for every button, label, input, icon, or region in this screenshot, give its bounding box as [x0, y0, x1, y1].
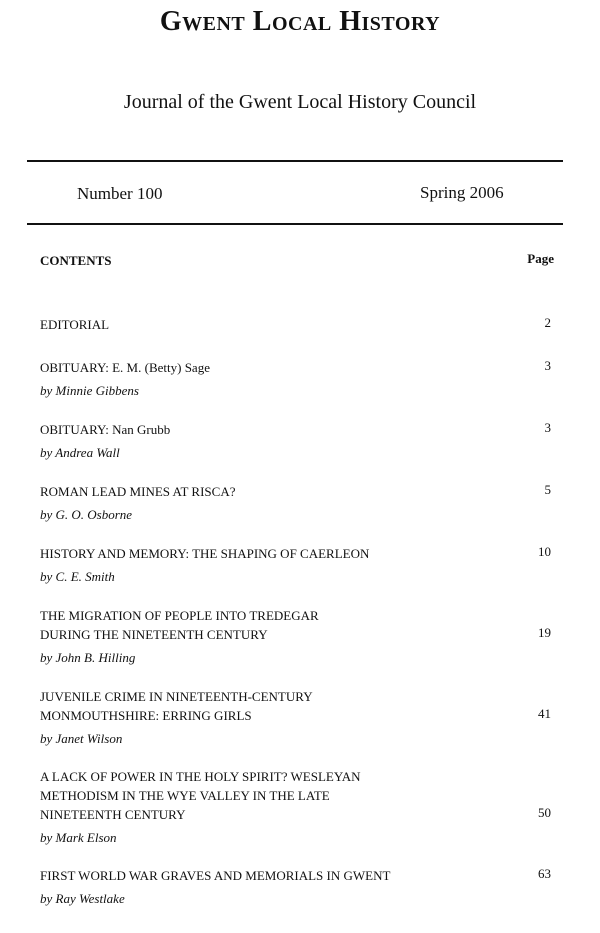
contents-entry-history-and-memory	[40, 544, 560, 585]
entry-author: by G. O. Osborne	[40, 507, 133, 522]
contents-entry-juvenile-crime	[40, 687, 560, 747]
journal-subtitle: Journal of the Gwent Local History Council	[123, 91, 477, 113]
entry-title	[40, 767, 510, 824]
bottom-divider	[27, 223, 563, 225]
entry-page-number: 50	[538, 805, 551, 820]
entry-title-line: EDITORIAL	[40, 317, 110, 332]
entry-author: by Janet Wilson	[40, 731, 123, 746]
entry-title	[40, 482, 510, 501]
contents-entry-obituary-grubb	[40, 420, 560, 461]
entry-author: by Mark Elson	[40, 830, 117, 845]
entry-page-number: 63	[538, 866, 551, 881]
entry-title-line: METHODISM IN THE WYE VALLEY IN THE LATE	[40, 788, 330, 803]
entry-title-line: DURING THE NINETEENTH CENTURY	[40, 627, 268, 642]
issue-season: Spring 2006	[420, 183, 504, 202]
entry-page-number: 2	[544, 315, 551, 330]
entry-title	[40, 606, 510, 644]
entry-title-line: THE MIGRATION OF PEOPLE INTO TREDEGAR	[40, 608, 319, 623]
entry-page-number: 5	[544, 482, 551, 497]
journal-title: Gwent Local History	[159, 6, 441, 37]
page-column-heading: Page	[527, 251, 554, 266]
entry-author: by Minnie Gibbens	[40, 383, 139, 398]
entry-page-number: 41	[538, 706, 551, 721]
entry-title	[40, 420, 510, 439]
entry-page-number: 3	[544, 420, 551, 435]
contents-entry-war-graves	[40, 866, 560, 907]
issue-number: Number 100	[77, 184, 163, 203]
entry-page-number: 3	[544, 358, 551, 373]
entry-title-line: A LACK OF POWER IN THE HOLY SPIRIT? WESLEYAN	[40, 769, 361, 784]
contents-entry-wesleyan-methodism	[40, 767, 560, 846]
entry-page-number: 10	[538, 544, 551, 559]
entry-page-number: 19	[538, 625, 551, 640]
contents-entry-editorial	[40, 315, 560, 334]
entry-title-line: FIRST WORLD WAR GRAVES AND MEMORIALS IN GWENT	[40, 868, 391, 883]
contents-entry-migration-tredegar	[40, 606, 560, 666]
entry-title-line: JUVENILE CRIME IN NINETEENTH-CENTURY	[40, 689, 313, 704]
entry-title-line: NINETEENTH CENTURY	[40, 807, 186, 822]
entry-title	[40, 866, 510, 885]
entry-title	[40, 358, 510, 377]
entry-title-line: HISTORY AND MEMORY: THE SHAPING OF CAERLEON	[40, 546, 370, 561]
entry-title	[40, 315, 510, 334]
entry-title	[40, 544, 510, 563]
entry-author: by C. E. Smith	[40, 569, 115, 584]
entry-title	[40, 687, 510, 725]
contents-entry-roman-lead-mines	[40, 482, 560, 523]
top-divider	[27, 160, 563, 162]
entry-author: by Andrea Wall	[40, 445, 120, 460]
entry-title-line: ROMAN LEAD MINES AT RISCA?	[40, 484, 236, 499]
entry-title-line: MONMOUTHSHIRE: ERRING GIRLS	[40, 708, 252, 723]
entry-author: by John B. Hilling	[40, 650, 136, 665]
entry-title-line: OBITUARY: Nan Grubb	[40, 422, 171, 437]
entry-author: by Ray Westlake	[40, 891, 125, 906]
entry-title-line: OBITUARY: E. M. (Betty) Sage	[40, 360, 210, 375]
contents-heading: CONTENTS	[40, 253, 112, 268]
contents-entry-obituary-sage	[40, 358, 560, 399]
